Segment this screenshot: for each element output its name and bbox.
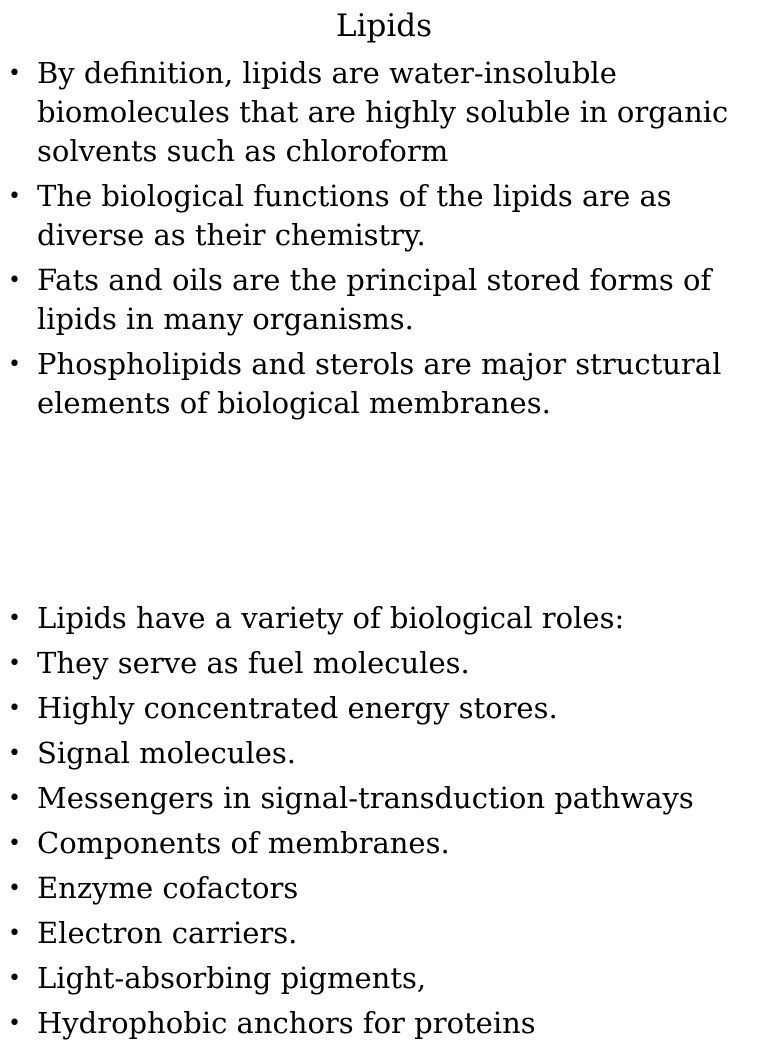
bullet-text: Enzyme cofactors: [37, 871, 299, 905]
list-item: [0, 689, 740, 728]
list-item: [0, 869, 740, 908]
bullet-icon: •: [8, 352, 21, 377]
bullet-icon: •: [8, 61, 21, 86]
list-item: [0, 914, 740, 953]
bullet-text: Highly concentrated energy stores.: [37, 691, 558, 725]
bullet-icon: •: [8, 921, 21, 946]
bullet-text: Electron carriers.: [37, 916, 298, 950]
list-item: [0, 644, 740, 683]
definition-bullet-list: [0, 54, 740, 429]
bullet-text: The biological functions of the lipids are as diverse as their chemistry.: [37, 179, 672, 252]
bullet-text: Light-absorbing pigments,: [37, 961, 427, 995]
bullet-text: By definition, lipids are water-insoluble biomolecules that are highly soluble in organic solvents such as chloroform: [37, 56, 729, 168]
bullet-icon: •: [8, 268, 21, 293]
roles-bullet-list: [0, 599, 740, 1049]
list-item: [0, 345, 740, 423]
list-item: [0, 54, 740, 171]
bullet-icon: •: [8, 786, 21, 811]
bullet-icon: •: [8, 831, 21, 856]
list-item: [0, 599, 740, 638]
list-item: [0, 824, 740, 863]
bullet-text: Phospholipids and sterols are major structural elements of biological membranes.: [37, 347, 722, 420]
bullet-icon: •: [8, 741, 21, 766]
bullet-icon: •: [8, 966, 21, 991]
bullet-text: Lipids have a variety of biological roles:: [37, 601, 625, 635]
list-item: [0, 177, 740, 255]
bullet-text: Signal molecules.: [37, 736, 297, 770]
bullet-icon: •: [8, 696, 21, 721]
bullet-text: They serve as fuel molecules.: [37, 646, 470, 680]
list-item: [0, 734, 740, 773]
page-title: Lipids: [335, 8, 432, 44]
bullet-icon: •: [8, 184, 21, 209]
list-item: [0, 779, 740, 818]
list-item: [0, 959, 740, 998]
bullet-icon: •: [8, 606, 21, 631]
bullet-icon: •: [8, 876, 21, 901]
bullet-icon: •: [8, 1011, 21, 1036]
bullet-text: Components of membranes.: [37, 826, 450, 860]
bullet-icon: •: [8, 651, 21, 676]
bullet-text: Messengers in signal-transduction pathways: [37, 781, 694, 815]
list-item: [0, 261, 740, 339]
bullet-text: Hydrophobic anchors for proteins: [37, 1006, 536, 1040]
bullet-text: Fats and oils are the principal stored forms of lipids in many organisms.: [37, 263, 712, 336]
